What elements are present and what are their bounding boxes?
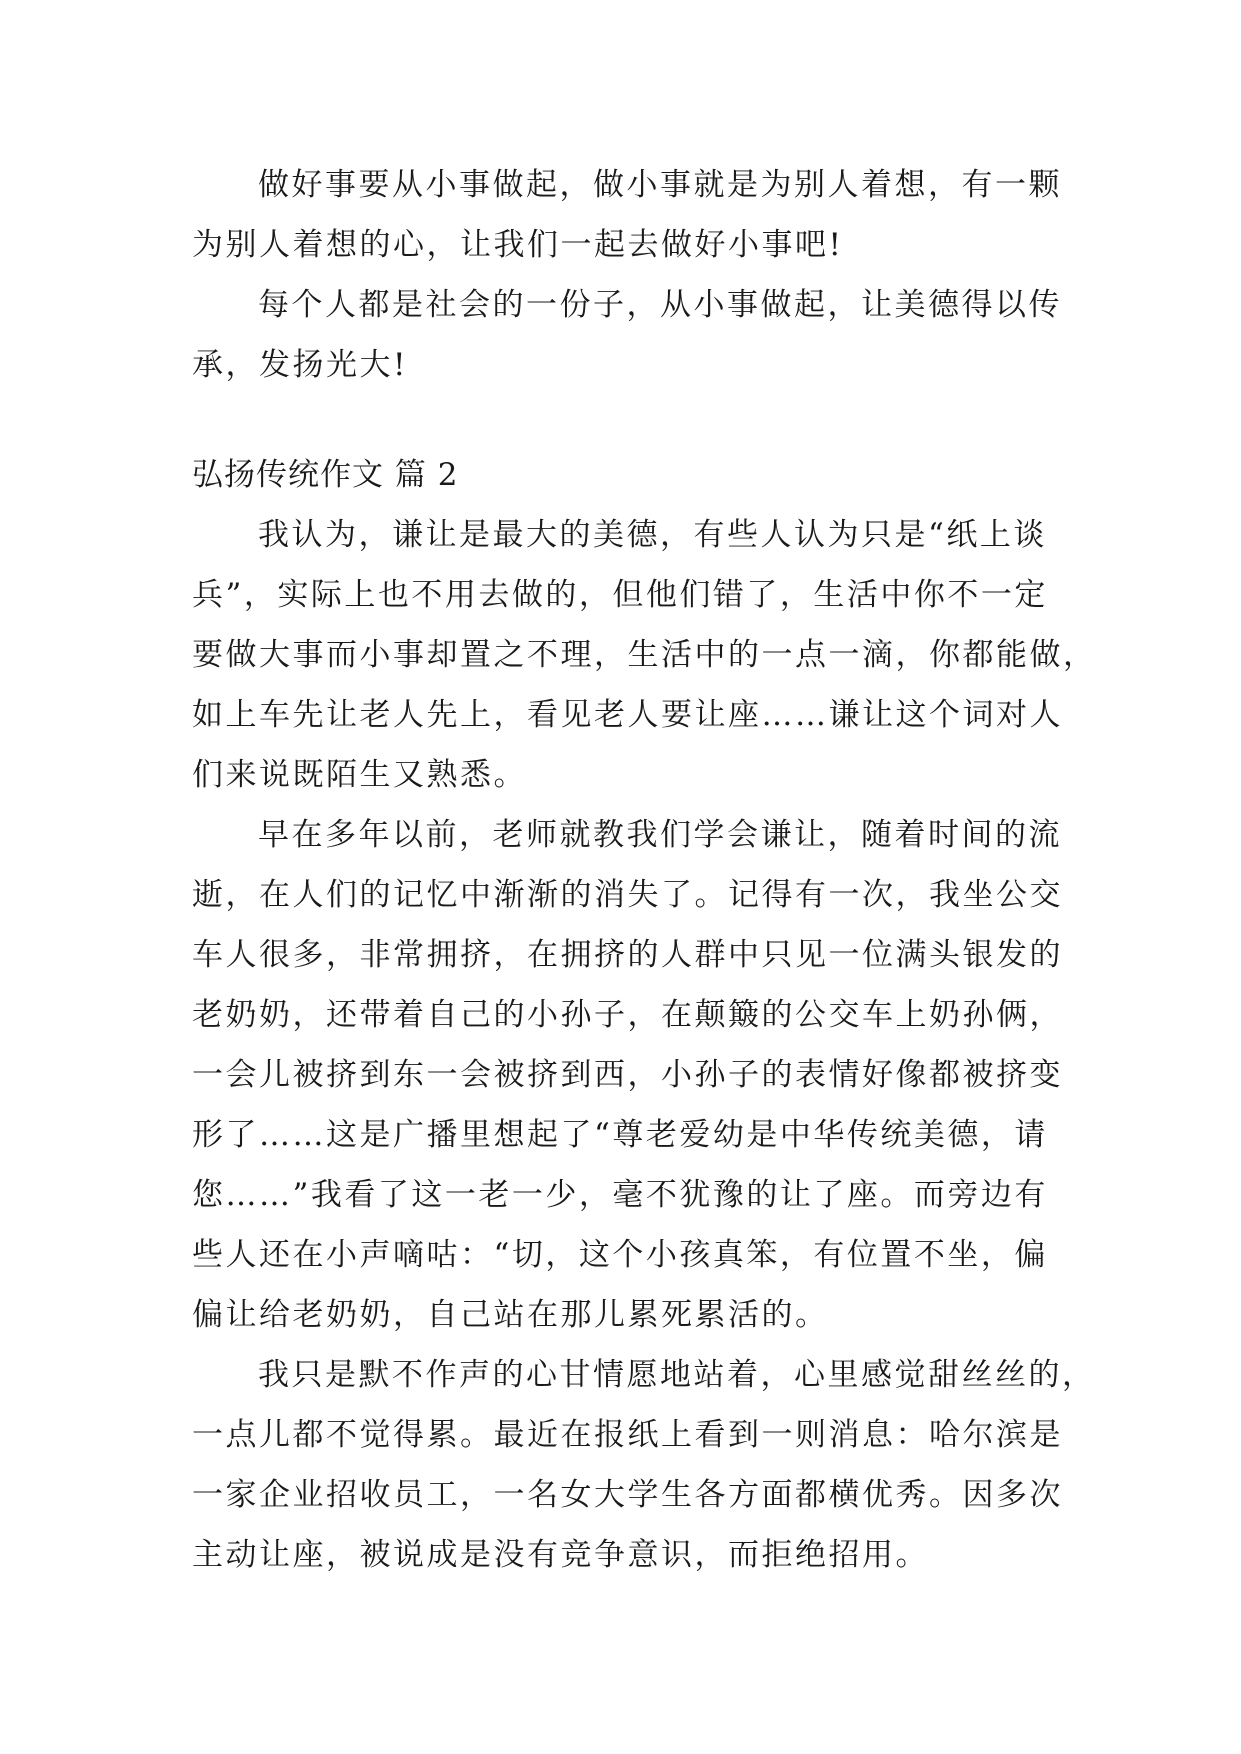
text-line: 们来说既陌生又熟悉。: [192, 757, 527, 793]
text-line: 偏让给老奶奶，自己站在那儿累死累活的。: [192, 1297, 829, 1333]
text-line: 我认为，谦让是最大的美德，有些人认为只是“纸上谈: [258, 517, 1047, 553]
section-heading: 弘扬传统作文 篇 2: [192, 457, 459, 493]
text-line: 做好事要从小事做起，做小事就是为别人着想，有一颗: [258, 167, 1062, 203]
text-line: 为别人着想的心，让我们一起去做好小事吧!: [192, 227, 844, 263]
document-page: [192, 155, 1097, 1585]
text-line: 些人还在小声嘀咕：“切，这个小孩真笨，有位置不坐，偏: [192, 1237, 1048, 1273]
text-line: 主动让座，被说成是没有竞争意识，而拒绝招用。: [192, 1537, 929, 1573]
text-line: 要做大事而小事却置之不理，生活中的一点一滴，你都能做，: [192, 637, 1097, 673]
text-line: 如上车先让老人先上，看见老人要让座……谦让这个词对人: [192, 697, 1063, 733]
text-line: 车人很多，非常拥挤，在拥挤的人群中只见一位满头银发的: [192, 937, 1063, 973]
text-line: 您……”我看了这一老一少，毫不犹豫的让了座。而旁边有: [192, 1177, 1048, 1213]
paragraph: [192, 505, 1097, 805]
text-line: 我只是默不作声的心甘情愿地站着，心里感觉甜丝丝的，: [258, 1357, 1096, 1393]
text-line: 老奶奶，还带着自己的小孙子，在颠簸的公交车上奶孙俩，: [192, 997, 1063, 1033]
text-line: 每个人都是社会的一份子，从小事做起，让美德得以传: [258, 287, 1062, 323]
text-line: 早在多年以前，老师就教我们学会谦让，随着时间的流: [258, 817, 1062, 853]
text-line: 一家企业招收员工，一名女大学生各方面都横优秀。因多次: [192, 1477, 1063, 1513]
text-line: 形了……这是广播里想起了“尊老爱幼是中华传统美德，请: [192, 1117, 1048, 1153]
paragraph: [192, 275, 1062, 395]
text-line: 逝，在人们的记忆中渐渐的消失了。记得有一次，我坐公交: [192, 877, 1063, 913]
text-line: 承，发扬光大!: [192, 347, 408, 383]
paragraph: [192, 155, 1062, 275]
text-line: 一会儿被挤到东一会被挤到西，小孙子的表情好像都被挤变: [192, 1057, 1063, 1093]
paragraph: [192, 805, 1063, 1345]
paragraph: [192, 1345, 1096, 1585]
text-line: 一点儿都不觉得累。最近在报纸上看到一则消息：哈尔滨是: [192, 1417, 1063, 1453]
text-line: 兵”，实际上也不用去做的，但他们错了，生活中你不一定: [192, 577, 1048, 613]
